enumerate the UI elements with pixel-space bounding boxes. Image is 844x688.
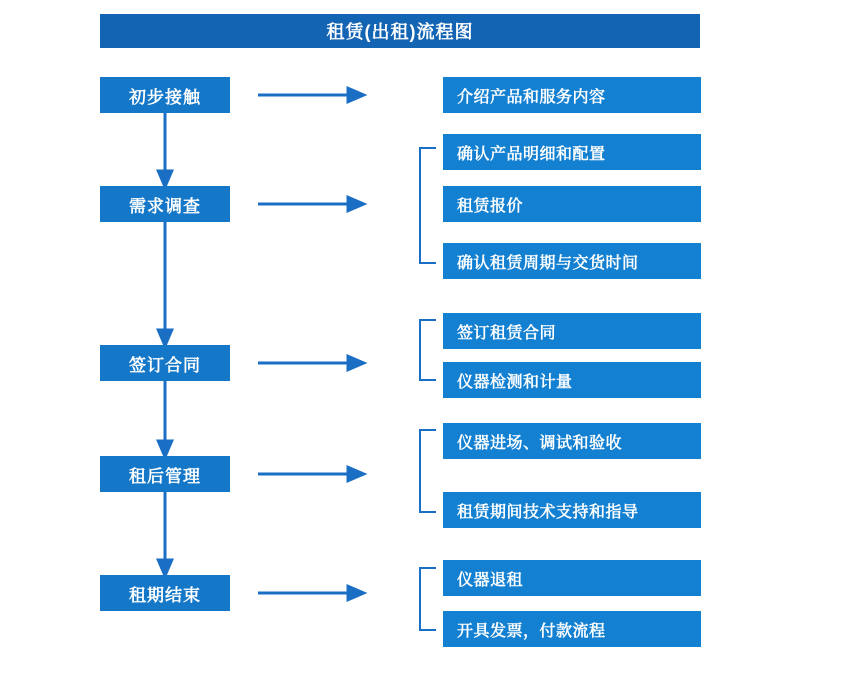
stage-box[interactable]: 初步接触: [100, 77, 230, 113]
detail-box[interactable]: 租赁报价: [443, 186, 701, 222]
group-bracket: [420, 430, 436, 512]
detail-box[interactable]: 仪器进场、调试和验收: [443, 423, 701, 459]
group-bracket: [420, 320, 436, 380]
detail-box[interactable]: 签订租赁合同: [443, 313, 701, 349]
stage-box[interactable]: 需求调查: [100, 186, 230, 222]
page-title: 租赁(出租)流程图: [100, 14, 700, 48]
stage-box[interactable]: 签订合同: [100, 345, 230, 381]
detail-box[interactable]: 仪器退租: [443, 560, 701, 596]
group-bracket: [420, 148, 436, 263]
stage-box[interactable]: 租后管理: [100, 456, 230, 492]
detail-box[interactable]: 确认租赁周期与交货时间: [443, 243, 701, 279]
detail-box[interactable]: 开具发票，付款流程: [443, 611, 701, 647]
detail-box[interactable]: 确认产品明细和配置: [443, 134, 701, 170]
group-bracket: [420, 568, 436, 630]
detail-box[interactable]: 仪器检测和计量: [443, 362, 701, 398]
detail-box[interactable]: 租赁期间技术支持和指导: [443, 492, 701, 528]
stage-box[interactable]: 租期结束: [100, 575, 230, 611]
detail-box[interactable]: 介绍产品和服务内容: [443, 77, 701, 113]
